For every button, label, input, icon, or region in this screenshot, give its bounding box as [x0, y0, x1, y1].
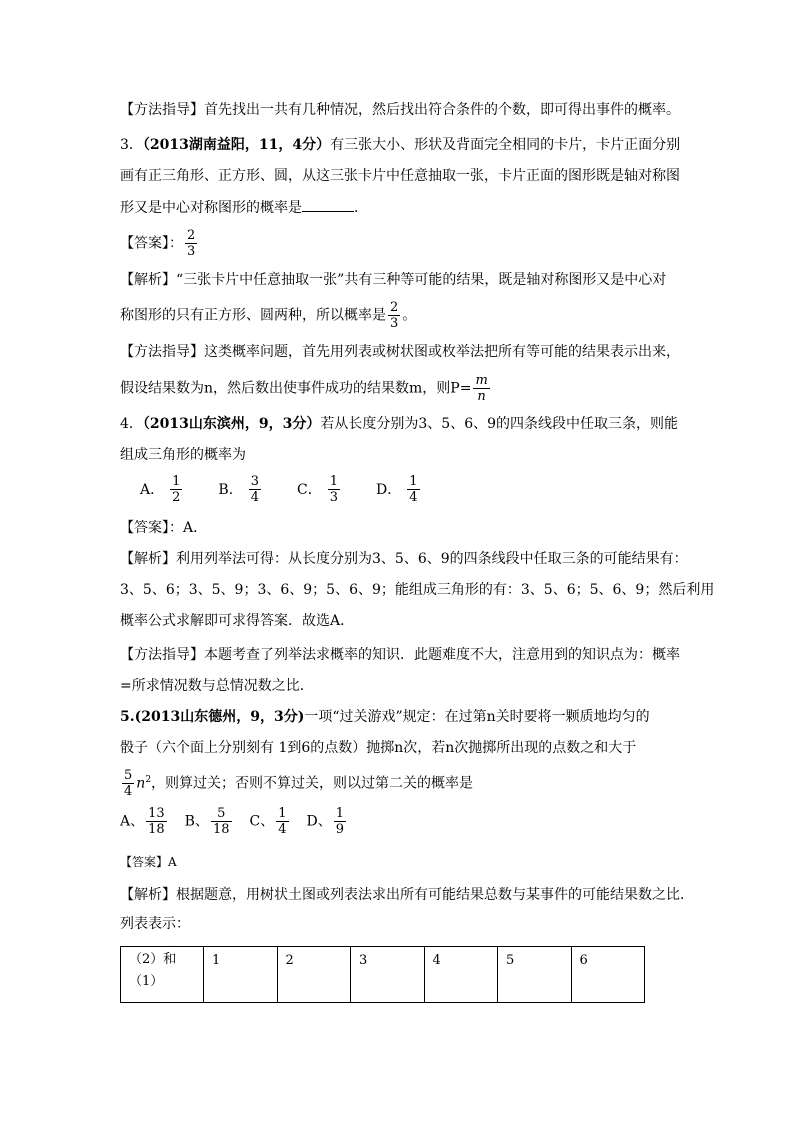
numerator: 5: [211, 806, 232, 822]
method-text: 假设结果数为n，然后数出使事件成功的结果数m，则P=: [120, 380, 472, 397]
table-header-cell: 2: [277, 947, 351, 1003]
question-3-method-line-1: 【方法指导】这类概率问题，首先用列表或树状图或枚举法把所有等可能的结果表示出来，: [120, 344, 680, 360]
question-4-line-2: 组成三角形的概率为: [120, 447, 246, 463]
question-5-options: [120, 806, 364, 837]
question-3-method-line-2: [120, 373, 492, 404]
denominator: n: [477, 389, 486, 404]
question-4-line-1: [120, 414, 678, 434]
analysis-fraction: [388, 300, 400, 331]
question-source: （2013山东滨州，9，3分）: [142, 416, 321, 432]
table-header-cell: 4: [424, 947, 498, 1003]
question-4-method-line-1: 【方法指导】本题考查了列举法求概率的知识．此题难度不大，注意用到的知识点为：概率: [120, 647, 680, 663]
option-label: D．: [375, 481, 402, 498]
question-4-options: [140, 474, 456, 505]
numerator: 1: [409, 474, 418, 489]
option-fraction: [170, 474, 182, 505]
option-d: [307, 806, 349, 837]
numerator: 5: [124, 768, 133, 783]
option-a: [140, 474, 184, 505]
denominator: 9: [335, 822, 345, 837]
question-3-line-2: 画有正三角形、正方形、圆，从这三张卡片中任意抽取一张，卡片正面的图形既是轴对称图: [120, 168, 680, 184]
table-row: [121, 947, 645, 1003]
question-5-analysis-line-2: 列表表示：: [120, 916, 190, 932]
question-source: （2013湖南益阳，11，4分）: [142, 137, 331, 153]
question-text-end: ．: [354, 200, 368, 216]
denominator: 3: [329, 490, 338, 505]
numerator: 13: [148, 806, 165, 821]
question-text: ，则算过关；否则不算过关，则以过第二关的概率是: [151, 775, 474, 792]
question-5-line-1: [120, 707, 650, 727]
question-3-line-1: [120, 135, 680, 155]
denominator: 4: [409, 490, 418, 505]
question-3-analysis-line-1: 【解析】“三张卡片中任意抽取一张”共有三种等可能的结果，既是轴对称图形又是中心对: [120, 272, 667, 288]
question-4-analysis-line-2: 3、5、6；3、5、9；3、6、9；5、6、9；能组成三角形的有：3、5、6；5、6、9；然后利用: [120, 582, 715, 598]
numerator: 3: [250, 474, 259, 489]
option-a: [120, 806, 169, 837]
dice-sum-table: [120, 946, 645, 1003]
question-4-analysis-line-1: 【解析】利用列举法可得：从长度分别为3、5、6、9的四条线段中任取三条的可能结果有：: [120, 551, 688, 567]
threshold-fraction: [122, 768, 134, 799]
question-5-line-2: 骰子（六个面上分别刻有 1到6的点数）抛掷n次，若n次抛掷所出现的点数之和大于: [120, 740, 637, 756]
question-text: 一项“过关游戏”规定：在过第n关时要将一颗质地均匀的: [304, 709, 650, 725]
question-4-answer: 【答案】：A．: [120, 520, 208, 536]
question-3-line-3: [120, 197, 368, 218]
denominator: 3: [390, 316, 399, 331]
answer-blank: [302, 197, 354, 212]
numerator: 1: [335, 806, 345, 821]
question-text: 若从长度分别为3、5、6、9的四条线段中任取三条，则能: [320, 416, 679, 432]
numerator: 2: [187, 228, 196, 243]
denominator: 4: [124, 784, 133, 799]
option-d: [376, 474, 422, 505]
option-fraction: [146, 806, 167, 837]
option-fraction: [211, 806, 232, 837]
numerator: 1: [278, 806, 287, 821]
option-label: D、: [306, 813, 332, 830]
probability-formula-fraction: [473, 373, 489, 404]
analysis-text: 称图形的只有正方形、圆两种，所以概率是: [120, 307, 386, 324]
answer-label: 【答案】：: [120, 235, 183, 252]
question-text: 形又是中心对称图形的概率是: [120, 200, 302, 216]
numerator: 1: [172, 474, 181, 489]
variable-n: n: [136, 775, 146, 792]
denominator: 18: [148, 822, 165, 837]
numerator: m: [475, 373, 488, 388]
question-source: (2013山东德州，9，3分): [134, 709, 305, 725]
exponent: 2: [145, 774, 152, 785]
table-header-cell: 5: [498, 947, 572, 1003]
denominator: 18: [212, 822, 230, 837]
option-fraction: [334, 806, 346, 837]
question-text: 有三张大小、形状及背面完全相同的卡片，卡片正面分别: [330, 137, 681, 153]
table-header-cell: 1: [204, 947, 278, 1003]
option-fraction: [249, 474, 261, 505]
question-4-analysis-line-3: 概率公式求解即可求得答案．故选A．: [120, 613, 355, 629]
option-label: B、: [184, 813, 209, 830]
method-guide-line: 【方法指导】首先找出一共有几种情况，然后找出符合条件的个数，即可得出事件的概率。: [120, 102, 680, 118]
table-header-cell: 3: [351, 947, 425, 1003]
question-4-method-line-2: =所求情况数与总情况数之比．: [120, 678, 314, 694]
option-label: C．: [296, 481, 322, 498]
option-label: A、: [120, 813, 145, 830]
header-top: （2）和: [129, 952, 177, 967]
option-label: C、: [249, 813, 275, 830]
option-b: [185, 806, 234, 837]
denominator: 4: [278, 822, 287, 837]
table-header-cell: 6: [571, 947, 645, 1003]
denominator: 2: [172, 490, 181, 505]
header-bottom: （1）: [129, 974, 164, 989]
denominator: 3: [187, 244, 196, 259]
question-5-answer: 【答案】A: [120, 855, 177, 869]
table-corner-header: [121, 947, 204, 1003]
option-c: [250, 806, 291, 837]
option-c: [297, 474, 342, 505]
option-fraction: [407, 474, 419, 505]
question-number: 5.: [120, 709, 135, 725]
question-number: 3．: [120, 137, 143, 153]
numerator: 1: [329, 474, 338, 489]
option-fraction: [276, 806, 288, 837]
option-b: [218, 474, 263, 505]
option-label: A．: [140, 481, 165, 498]
question-3-answer: [120, 228, 199, 259]
denominator: 4: [250, 490, 259, 505]
numerator: 2: [390, 300, 399, 315]
question-number: 4．: [120, 416, 143, 432]
answer-fraction: [185, 228, 197, 259]
option-label: B．: [218, 481, 243, 498]
question-5-line-3: [120, 768, 473, 799]
question-3-analysis-line-2: [120, 300, 416, 331]
question-5-analysis-line-1: 【解析】根据题意，用树状土图或列表法求出所有可能结果总数与某事件的可能结果数之比．: [120, 887, 694, 903]
analysis-text-end: 。: [402, 307, 417, 324]
option-fraction: [328, 474, 340, 505]
